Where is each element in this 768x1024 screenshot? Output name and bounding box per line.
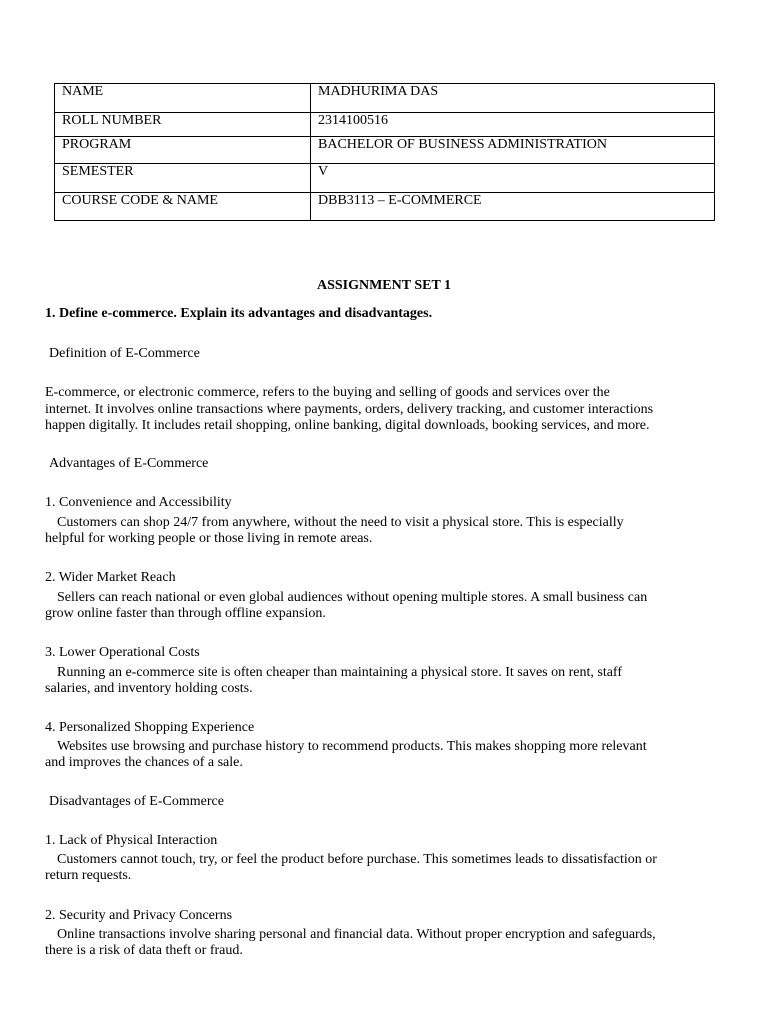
- table-row: [55, 84, 715, 113]
- semester-label: SEMESTER: [55, 164, 311, 193]
- advantage-title: 4. Personalized Shopping Experience: [45, 720, 255, 735]
- disadvantage-title: 2. Security and Privacy Concerns: [45, 908, 233, 923]
- advantages-heading: Advantages of E-Commerce: [49, 456, 209, 471]
- advantage-item: [45, 570, 725, 623]
- advantage-text-line: Websites use browsing and purchase history to recommend products. This makes shopping more relevant: [57, 738, 647, 754]
- definition-paragraph: [45, 385, 725, 435]
- advantage-title: 3. Lower Operational Costs: [45, 645, 200, 660]
- table-row: [55, 193, 715, 221]
- disadvantage-item: [45, 908, 725, 960]
- table-row: [55, 113, 715, 137]
- advantage-text-line: and improves the chances of a sale.: [45, 755, 243, 770]
- table-row: [55, 137, 715, 164]
- definition-line: E-commerce, or electronic commerce, refers to the buying and selling of goods and services over the: [45, 385, 610, 400]
- roll-number-label: ROLL NUMBER: [55, 113, 311, 137]
- semester-value: V: [311, 164, 715, 193]
- assignment-title: ASSIGNMENT SET 1: [316, 278, 452, 293]
- student-info-table: [54, 83, 715, 221]
- definition-line: internet. It involves online transactions where payments, orders, delivery tracking, and customer interactions: [45, 401, 654, 417]
- disadvantage-title: 1. Lack of Physical Interaction: [45, 833, 218, 848]
- definition-line: happen digitally. It includes retail shopping, online banking, digital downloads, booking services, and more.: [45, 418, 650, 433]
- advantage-item: [45, 495, 725, 548]
- name-label: NAME: [55, 84, 311, 113]
- disadvantage-text-line: Customers cannot touch, try, or feel the product before purchase. This sometimes leads to dissatisfaction or: [57, 851, 657, 867]
- program-label: PROGRAM: [55, 137, 311, 164]
- advantage-text-line: salaries, and inventory holding costs.: [45, 681, 253, 696]
- roll-number-value: 2314100516: [311, 113, 715, 137]
- name-value: MADHURIMA DAS: [311, 84, 715, 113]
- disadvantage-text-line: there is a risk of data theft or fraud.: [45, 943, 243, 958]
- advantage-item: [45, 645, 725, 698]
- advantage-text-line: Sellers can reach national or even global audiences without opening multiple stores. A small business can: [57, 589, 648, 605]
- disadvantage-item: [45, 833, 725, 885]
- course-label: COURSE CODE & NAME: [55, 193, 311, 221]
- program-value: BACHELOR OF BUSINESS ADMINISTRATION: [311, 137, 715, 164]
- course-value: DBB3113 – E-COMMERCE: [311, 193, 715, 221]
- advantage-item: [45, 720, 725, 772]
- advantage-text-line: helpful for working people or those living in remote areas.: [45, 531, 373, 546]
- definition-heading: Definition of E-Commerce: [49, 346, 200, 361]
- table-row: [55, 164, 715, 193]
- advantage-text-line: Running an e-commerce site is often cheaper than maintaining a physical store. It saves on rent, staff: [57, 664, 623, 680]
- disadvantage-text-line: return requests.: [45, 868, 132, 883]
- advantage-text-line: Customers can shop 24/7 from anywhere, without the need to visit a physical store. This is especially: [57, 514, 624, 530]
- advantage-title: 1. Convenience and Accessibility: [45, 495, 232, 510]
- advantage-text-line: grow online faster than through offline expansion.: [45, 606, 326, 621]
- disadvantage-text-line: Online transactions involve sharing personal and financial data. Without proper encryption and safeguards,: [57, 926, 656, 942]
- question-heading: 1. Define e-commerce. Explain its advantages and disadvantages.: [45, 306, 433, 321]
- disadvantages-heading: Disadvantages of E-Commerce: [49, 794, 224, 809]
- advantage-title: 2. Wider Market Reach: [45, 570, 176, 585]
